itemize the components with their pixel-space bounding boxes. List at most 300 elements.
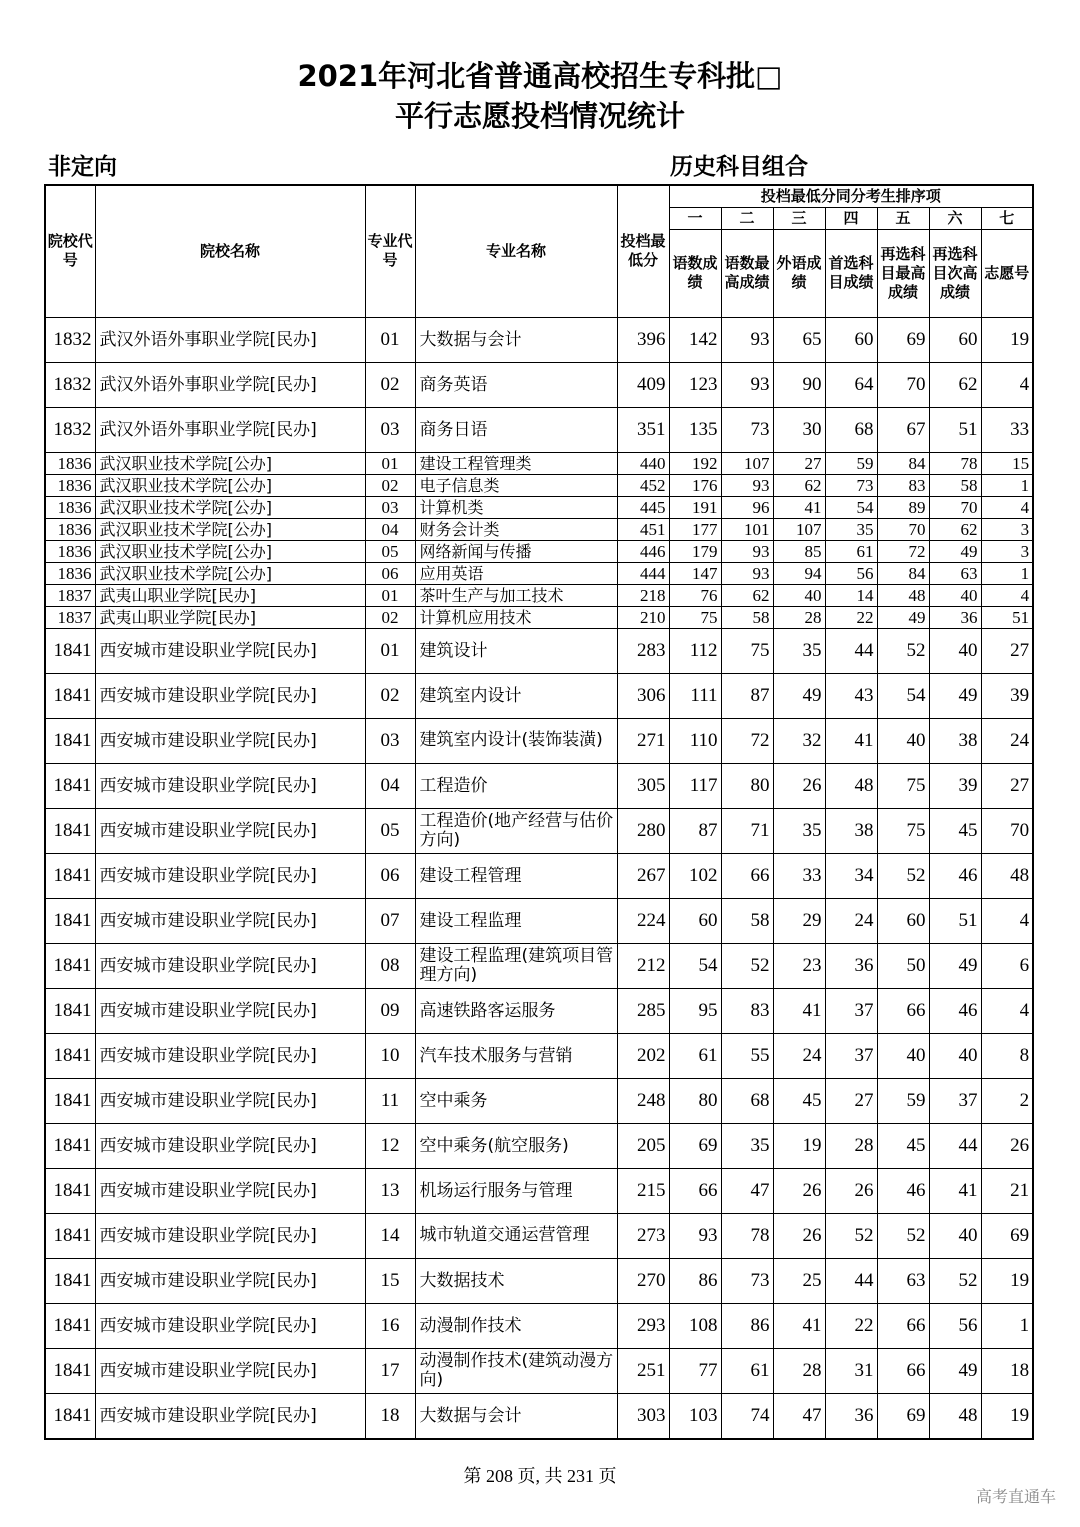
- cell-chinese-math-max: 73: [721, 1258, 773, 1303]
- cell-reselect-max: 66: [877, 1348, 929, 1393]
- cell-major-code: 03: [365, 407, 415, 452]
- cell-min-score: 445: [617, 496, 669, 518]
- cell-school-name: 武汉职业技术学院[公办]: [95, 452, 365, 474]
- cell-major-name: 商务日语: [415, 407, 617, 452]
- cell-major-code: 03: [365, 496, 415, 518]
- cell-major-code: 04: [365, 518, 415, 540]
- cell-major-name: 财务会计类: [415, 518, 617, 540]
- cell-reselect-second: 70: [929, 496, 981, 518]
- cell-chinese-math-max: 47: [721, 1168, 773, 1213]
- cell-reselect-max: 40: [877, 1033, 929, 1078]
- cell-reselect-max: 45: [877, 1123, 929, 1168]
- cell-major-name: 高速铁路客运服务: [415, 988, 617, 1033]
- cell-school-name: 西安城市建设职业学院[民办]: [95, 943, 365, 988]
- cell-school-code: 1841: [45, 673, 95, 718]
- cell-school-code: 1841: [45, 1348, 95, 1393]
- cell-chinese-math: 76: [669, 584, 721, 606]
- cell-major-name: 动漫制作技术(建筑动漫方向): [415, 1348, 617, 1393]
- cell-first-subject: 48: [825, 763, 877, 808]
- table-row: [45, 1213, 1033, 1258]
- cell-school-name: 西安城市建设职业学院[民办]: [95, 1393, 365, 1439]
- cell-min-score: 303: [617, 1393, 669, 1439]
- cell-foreign-language: 26: [773, 1168, 825, 1213]
- cell-min-score: 202: [617, 1033, 669, 1078]
- cell-reselect-second: 45: [929, 808, 981, 853]
- cell-reselect-max: 50: [877, 943, 929, 988]
- cell-first-subject: 43: [825, 673, 877, 718]
- header-sort-item: 语数成绩: [669, 229, 721, 317]
- cell-chinese-math: 77: [669, 1348, 721, 1393]
- header-sort-item: 志愿号: [981, 229, 1033, 317]
- cell-chinese-math-max: 68: [721, 1078, 773, 1123]
- cell-reselect-second: 37: [929, 1078, 981, 1123]
- cell-min-score: 273: [617, 1213, 669, 1258]
- cell-choice-number: 19: [981, 317, 1033, 362]
- cell-choice-number: 33: [981, 407, 1033, 452]
- cell-school-code: 1832: [45, 317, 95, 362]
- cell-major-code: 11: [365, 1078, 415, 1123]
- cell-major-name: 电子信息类: [415, 474, 617, 496]
- cell-first-subject: 26: [825, 1168, 877, 1213]
- cell-major-code: 02: [365, 362, 415, 407]
- cell-chinese-math: 147: [669, 562, 721, 584]
- cell-reselect-second: 56: [929, 1303, 981, 1348]
- cell-foreign-language: 33: [773, 853, 825, 898]
- cell-foreign-language: 40: [773, 584, 825, 606]
- cell-chinese-math: 191: [669, 496, 721, 518]
- cell-reselect-max: 59: [877, 1078, 929, 1123]
- cell-choice-number: 1: [981, 562, 1033, 584]
- cell-choice-number: 69: [981, 1213, 1033, 1258]
- cell-chinese-math-max: 96: [721, 496, 773, 518]
- cell-foreign-language: 65: [773, 317, 825, 362]
- header-major-code: 专业代号: [365, 185, 415, 317]
- cell-min-score: 248: [617, 1078, 669, 1123]
- cell-major-name: 大数据与会计: [415, 1393, 617, 1439]
- cell-school-code: 1836: [45, 518, 95, 540]
- cell-choice-number: 1: [981, 474, 1033, 496]
- cell-school-name: 西安城市建设职业学院[民办]: [95, 1348, 365, 1393]
- cell-school-name: 西安城市建设职业学院[民办]: [95, 1213, 365, 1258]
- cell-major-name: 建设工程管理: [415, 853, 617, 898]
- cell-reselect-second: 40: [929, 1033, 981, 1078]
- table-row: [45, 853, 1033, 898]
- cell-major-code: 01: [365, 584, 415, 606]
- cell-choice-number: 26: [981, 1123, 1033, 1168]
- cell-chinese-math-max: 58: [721, 898, 773, 943]
- cell-choice-number: 1: [981, 1303, 1033, 1348]
- header-rank: 三: [773, 207, 825, 229]
- cell-min-score: 280: [617, 808, 669, 853]
- cell-first-subject: 35: [825, 518, 877, 540]
- cell-major-code: 08: [365, 943, 415, 988]
- cell-school-name: 西安城市建设职业学院[民办]: [95, 853, 365, 898]
- cell-chinese-math: 61: [669, 1033, 721, 1078]
- cell-foreign-language: 45: [773, 1078, 825, 1123]
- cell-school-code: 1841: [45, 1258, 95, 1303]
- cell-school-name: 西安城市建设职业学院[民办]: [95, 988, 365, 1033]
- cell-min-score: 212: [617, 943, 669, 988]
- cell-foreign-language: 62: [773, 474, 825, 496]
- header-sort-item: 首选科目成绩: [825, 229, 877, 317]
- cell-first-subject: 64: [825, 362, 877, 407]
- cell-reselect-max: 66: [877, 1303, 929, 1348]
- cell-reselect-max: 52: [877, 1213, 929, 1258]
- cell-min-score: 409: [617, 362, 669, 407]
- table-row: [45, 1123, 1033, 1168]
- cell-min-score: 305: [617, 763, 669, 808]
- cell-choice-number: 8: [981, 1033, 1033, 1078]
- cell-first-subject: 36: [825, 943, 877, 988]
- cell-major-name: 建筑设计: [415, 628, 617, 673]
- cell-major-name: 动漫制作技术: [415, 1303, 617, 1348]
- cell-school-name: 武夷山职业学院[民办]: [95, 584, 365, 606]
- cell-chinese-math-max: 62: [721, 584, 773, 606]
- cell-choice-number: 4: [981, 584, 1033, 606]
- cell-school-code: 1832: [45, 362, 95, 407]
- cell-choice-number: 21: [981, 1168, 1033, 1213]
- cell-school-name: 西安城市建设职业学院[民办]: [95, 808, 365, 853]
- header-major: 专业名称: [415, 185, 617, 317]
- cell-reselect-max: 54: [877, 673, 929, 718]
- cell-choice-number: 19: [981, 1258, 1033, 1303]
- cell-first-subject: 54: [825, 496, 877, 518]
- table-row: [45, 606, 1033, 628]
- cell-reselect-second: 51: [929, 407, 981, 452]
- cell-min-score: 306: [617, 673, 669, 718]
- cell-reselect-second: 41: [929, 1168, 981, 1213]
- cell-school-name: 武汉职业技术学院[公办]: [95, 518, 365, 540]
- cell-major-name: 大数据技术: [415, 1258, 617, 1303]
- watermark: 高考直通车: [975, 1487, 1056, 1506]
- cell-min-score: 452: [617, 474, 669, 496]
- cell-chinese-math: 95: [669, 988, 721, 1033]
- cell-min-score: 267: [617, 853, 669, 898]
- cell-chinese-math-max: 83: [721, 988, 773, 1033]
- cell-first-subject: 24: [825, 898, 877, 943]
- cell-school-code: 1841: [45, 853, 95, 898]
- admission-table: [44, 184, 1034, 1440]
- cell-school-name: 武汉职业技术学院[公办]: [95, 496, 365, 518]
- cell-reselect-second: 38: [929, 718, 981, 763]
- cell-first-subject: 14: [825, 584, 877, 606]
- cell-school-code: 1841: [45, 1393, 95, 1439]
- cell-reselect-second: 36: [929, 606, 981, 628]
- cell-chinese-math-max: 52: [721, 943, 773, 988]
- cell-choice-number: 6: [981, 943, 1033, 988]
- cell-school-name: 西安城市建设职业学院[民办]: [95, 628, 365, 673]
- cell-major-name: 计算机类: [415, 496, 617, 518]
- cell-school-name: 西安城市建设职业学院[民办]: [95, 763, 365, 808]
- cell-chinese-math: 93: [669, 1213, 721, 1258]
- cell-major-code: 01: [365, 317, 415, 362]
- cell-choice-number: 51: [981, 606, 1033, 628]
- cell-reselect-max: 63: [877, 1258, 929, 1303]
- cell-school-code: 1841: [45, 628, 95, 673]
- cell-min-score: 451: [617, 518, 669, 540]
- cell-chinese-math: 69: [669, 1123, 721, 1168]
- cell-school-code: 1836: [45, 496, 95, 518]
- cell-reselect-max: 66: [877, 988, 929, 1033]
- cell-choice-number: 24: [981, 718, 1033, 763]
- cell-school-code: 1841: [45, 718, 95, 763]
- cell-foreign-language: 24: [773, 1033, 825, 1078]
- cell-major-code: 04: [365, 763, 415, 808]
- cell-choice-number: 3: [981, 518, 1033, 540]
- cell-foreign-language: 47: [773, 1393, 825, 1439]
- cell-chinese-math: 142: [669, 317, 721, 362]
- cell-first-subject: 34: [825, 853, 877, 898]
- cell-chinese-math-max: 75: [721, 628, 773, 673]
- cell-major-code: 01: [365, 452, 415, 474]
- cell-major-name: 建设工程监理(建筑项目管理方向): [415, 943, 617, 988]
- cell-chinese-math: 66: [669, 1168, 721, 1213]
- cell-major-name: 工程造价: [415, 763, 617, 808]
- cell-chinese-math-max: 73: [721, 407, 773, 452]
- cell-major-name: 茶叶生产与加工技术: [415, 584, 617, 606]
- cell-first-subject: 36: [825, 1393, 877, 1439]
- cell-choice-number: 15: [981, 452, 1033, 474]
- table-row: [45, 988, 1033, 1033]
- cell-major-code: 14: [365, 1213, 415, 1258]
- table-row: [45, 673, 1033, 718]
- cell-min-score: 210: [617, 606, 669, 628]
- cell-major-name: 城市轨道交通运营管理: [415, 1213, 617, 1258]
- cell-major-name: 建筑室内设计: [415, 673, 617, 718]
- header-sort-item: 再选科目次高成绩: [929, 229, 981, 317]
- cell-min-score: 283: [617, 628, 669, 673]
- cell-major-name: 商务英语: [415, 362, 617, 407]
- cell-reselect-max: 69: [877, 317, 929, 362]
- cell-min-score: 251: [617, 1348, 669, 1393]
- cell-first-subject: 73: [825, 474, 877, 496]
- cell-min-score: 444: [617, 562, 669, 584]
- table-row: [45, 763, 1033, 808]
- cell-reselect-max: 67: [877, 407, 929, 452]
- header-school: 院校名称: [95, 185, 365, 317]
- cell-chinese-math: 112: [669, 628, 721, 673]
- cell-chinese-math: 102: [669, 853, 721, 898]
- cell-school-code: 1841: [45, 988, 95, 1033]
- table-row: [45, 452, 1033, 474]
- cell-school-code: 1841: [45, 763, 95, 808]
- cell-first-subject: 22: [825, 606, 877, 628]
- cell-chinese-math: 176: [669, 474, 721, 496]
- cell-school-name: 武汉外语外事职业学院[民办]: [95, 407, 365, 452]
- cell-min-score: 224: [617, 898, 669, 943]
- cell-chinese-math: 179: [669, 540, 721, 562]
- cell-choice-number: 27: [981, 628, 1033, 673]
- table-row: [45, 1258, 1033, 1303]
- cell-first-subject: 44: [825, 628, 877, 673]
- cell-major-code: 02: [365, 474, 415, 496]
- cell-major-code: 18: [365, 1393, 415, 1439]
- cell-min-score: 446: [617, 540, 669, 562]
- cell-chinese-math: 177: [669, 518, 721, 540]
- cell-reselect-second: 40: [929, 584, 981, 606]
- cell-reselect-max: 72: [877, 540, 929, 562]
- cell-school-name: 武汉职业技术学院[公办]: [95, 474, 365, 496]
- cell-min-score: 285: [617, 988, 669, 1033]
- cell-reselect-second: 78: [929, 452, 981, 474]
- cell-major-code: 15: [365, 1258, 415, 1303]
- table-row: [45, 718, 1033, 763]
- cell-reselect-max: 75: [877, 763, 929, 808]
- cell-reselect-max: 52: [877, 628, 929, 673]
- cell-reselect-max: 49: [877, 606, 929, 628]
- cell-chinese-math-max: 78: [721, 1213, 773, 1258]
- table-row: [45, 1348, 1033, 1393]
- header-rank: 一: [669, 207, 721, 229]
- cell-reselect-second: 49: [929, 673, 981, 718]
- cell-reselect-second: 40: [929, 628, 981, 673]
- cell-min-score: 215: [617, 1168, 669, 1213]
- table-row: [45, 317, 1033, 362]
- cell-reselect-second: 62: [929, 518, 981, 540]
- cell-chinese-math-max: 80: [721, 763, 773, 808]
- header-sort-item: 外语成绩: [773, 229, 825, 317]
- cell-chinese-math-max: 55: [721, 1033, 773, 1078]
- cell-major-code: 07: [365, 898, 415, 943]
- cell-first-subject: 28: [825, 1123, 877, 1168]
- subject-group-label: 历史科目组合: [670, 154, 808, 180]
- cell-school-name: 武夷山职业学院[民办]: [95, 606, 365, 628]
- header-rank: 六: [929, 207, 981, 229]
- cell-foreign-language: 27: [773, 452, 825, 474]
- cell-reselect-second: 49: [929, 1348, 981, 1393]
- cell-school-code: 1841: [45, 1303, 95, 1348]
- cell-school-code: 1837: [45, 584, 95, 606]
- cell-major-name: 汽车技术服务与营销: [415, 1033, 617, 1078]
- page-footer: 第 208 页, 共 231 页: [463, 1466, 617, 1486]
- cell-reselect-max: 75: [877, 808, 929, 853]
- cell-foreign-language: 35: [773, 808, 825, 853]
- cell-chinese-math: 54: [669, 943, 721, 988]
- cell-major-code: 05: [365, 808, 415, 853]
- cell-school-code: 1841: [45, 1078, 95, 1123]
- cell-first-subject: 22: [825, 1303, 877, 1348]
- cell-first-subject: 38: [825, 808, 877, 853]
- cell-reselect-second: 49: [929, 540, 981, 562]
- cell-choice-number: 48: [981, 853, 1033, 898]
- cell-major-code: 17: [365, 1348, 415, 1393]
- cell-min-score: 218: [617, 584, 669, 606]
- cell-reselect-max: 84: [877, 562, 929, 584]
- cell-chinese-math-max: 86: [721, 1303, 773, 1348]
- cell-school-code: 1836: [45, 540, 95, 562]
- cell-choice-number: 19: [981, 1393, 1033, 1439]
- cell-major-code: 10: [365, 1033, 415, 1078]
- cell-major-code: 16: [365, 1303, 415, 1348]
- cell-first-subject: 31: [825, 1348, 877, 1393]
- table-row: [45, 562, 1033, 584]
- cell-school-name: 西安城市建设职业学院[民办]: [95, 1078, 365, 1123]
- header-rank: 四: [825, 207, 877, 229]
- cell-first-subject: 61: [825, 540, 877, 562]
- table-row: [45, 1303, 1033, 1348]
- cell-school-name: 武汉外语外事职业学院[民办]: [95, 362, 365, 407]
- cell-major-name: 空中乘务(航空服务): [415, 1123, 617, 1168]
- cell-major-name: 空中乘务: [415, 1078, 617, 1123]
- cell-foreign-language: 25: [773, 1258, 825, 1303]
- table-row: [45, 1168, 1033, 1213]
- header-min-score: 投档最低分: [617, 185, 669, 317]
- cell-school-code: 1837: [45, 606, 95, 628]
- cell-foreign-language: 28: [773, 606, 825, 628]
- cell-school-name: 西安城市建设职业学院[民办]: [95, 1033, 365, 1078]
- cell-school-name: 西安城市建设职业学院[民办]: [95, 1123, 365, 1168]
- cell-major-code: 05: [365, 540, 415, 562]
- cell-choice-number: 4: [981, 898, 1033, 943]
- cell-school-code: 1841: [45, 808, 95, 853]
- cell-chinese-math: 123: [669, 362, 721, 407]
- cell-chinese-math: 60: [669, 898, 721, 943]
- table-row: [45, 808, 1033, 853]
- cell-foreign-language: 30: [773, 407, 825, 452]
- cell-first-subject: 68: [825, 407, 877, 452]
- cell-school-name: 西安城市建设职业学院[民办]: [95, 1168, 365, 1213]
- cell-first-subject: 44: [825, 1258, 877, 1303]
- cell-choice-number: 70: [981, 808, 1033, 853]
- cell-choice-number: 18: [981, 1348, 1033, 1393]
- cell-reselect-max: 46: [877, 1168, 929, 1213]
- cell-first-subject: 59: [825, 452, 877, 474]
- header-rank: 七: [981, 207, 1033, 229]
- table-row: [45, 584, 1033, 606]
- cell-foreign-language: 23: [773, 943, 825, 988]
- cell-reselect-max: 52: [877, 853, 929, 898]
- cell-chinese-math-max: 93: [721, 540, 773, 562]
- cell-reselect-second: 60: [929, 317, 981, 362]
- cell-reselect-second: 39: [929, 763, 981, 808]
- cell-major-name: 工程造价(地产经营与估价方向): [415, 808, 617, 853]
- cell-major-code: 02: [365, 606, 415, 628]
- cell-foreign-language: 107: [773, 518, 825, 540]
- cell-foreign-language: 49: [773, 673, 825, 718]
- cell-chinese-math-max: 71: [721, 808, 773, 853]
- cell-school-code: 1836: [45, 452, 95, 474]
- cell-major-code: 06: [365, 562, 415, 584]
- cell-major-code: 06: [365, 853, 415, 898]
- cell-foreign-language: 29: [773, 898, 825, 943]
- header-sort-item: 语数最高成绩: [721, 229, 773, 317]
- cell-school-code: 1841: [45, 1123, 95, 1168]
- cell-chinese-math-max: 35: [721, 1123, 773, 1168]
- cell-chinese-math-max: 72: [721, 718, 773, 763]
- cell-school-name: 武汉外语外事职业学院[民办]: [95, 317, 365, 362]
- cell-major-code: 02: [365, 673, 415, 718]
- cell-reselect-max: 48: [877, 584, 929, 606]
- cell-choice-number: 3: [981, 540, 1033, 562]
- cell-chinese-math-max: 93: [721, 562, 773, 584]
- cell-foreign-language: 32: [773, 718, 825, 763]
- cell-school-code: 1841: [45, 943, 95, 988]
- cell-chinese-math: 75: [669, 606, 721, 628]
- cell-reselect-max: 83: [877, 474, 929, 496]
- cell-chinese-math: 86: [669, 1258, 721, 1303]
- table-row: [45, 1078, 1033, 1123]
- table-row: [45, 518, 1033, 540]
- cell-foreign-language: 35: [773, 628, 825, 673]
- cell-major-name: 大数据与会计: [415, 317, 617, 362]
- cell-major-code: 03: [365, 718, 415, 763]
- cell-reselect-second: 48: [929, 1393, 981, 1439]
- cell-school-name: 西安城市建设职业学院[民办]: [95, 1303, 365, 1348]
- cell-reselect-second: 46: [929, 853, 981, 898]
- cell-chinese-math: 87: [669, 808, 721, 853]
- cell-major-name: 网络新闻与传播: [415, 540, 617, 562]
- cell-chinese-math: 117: [669, 763, 721, 808]
